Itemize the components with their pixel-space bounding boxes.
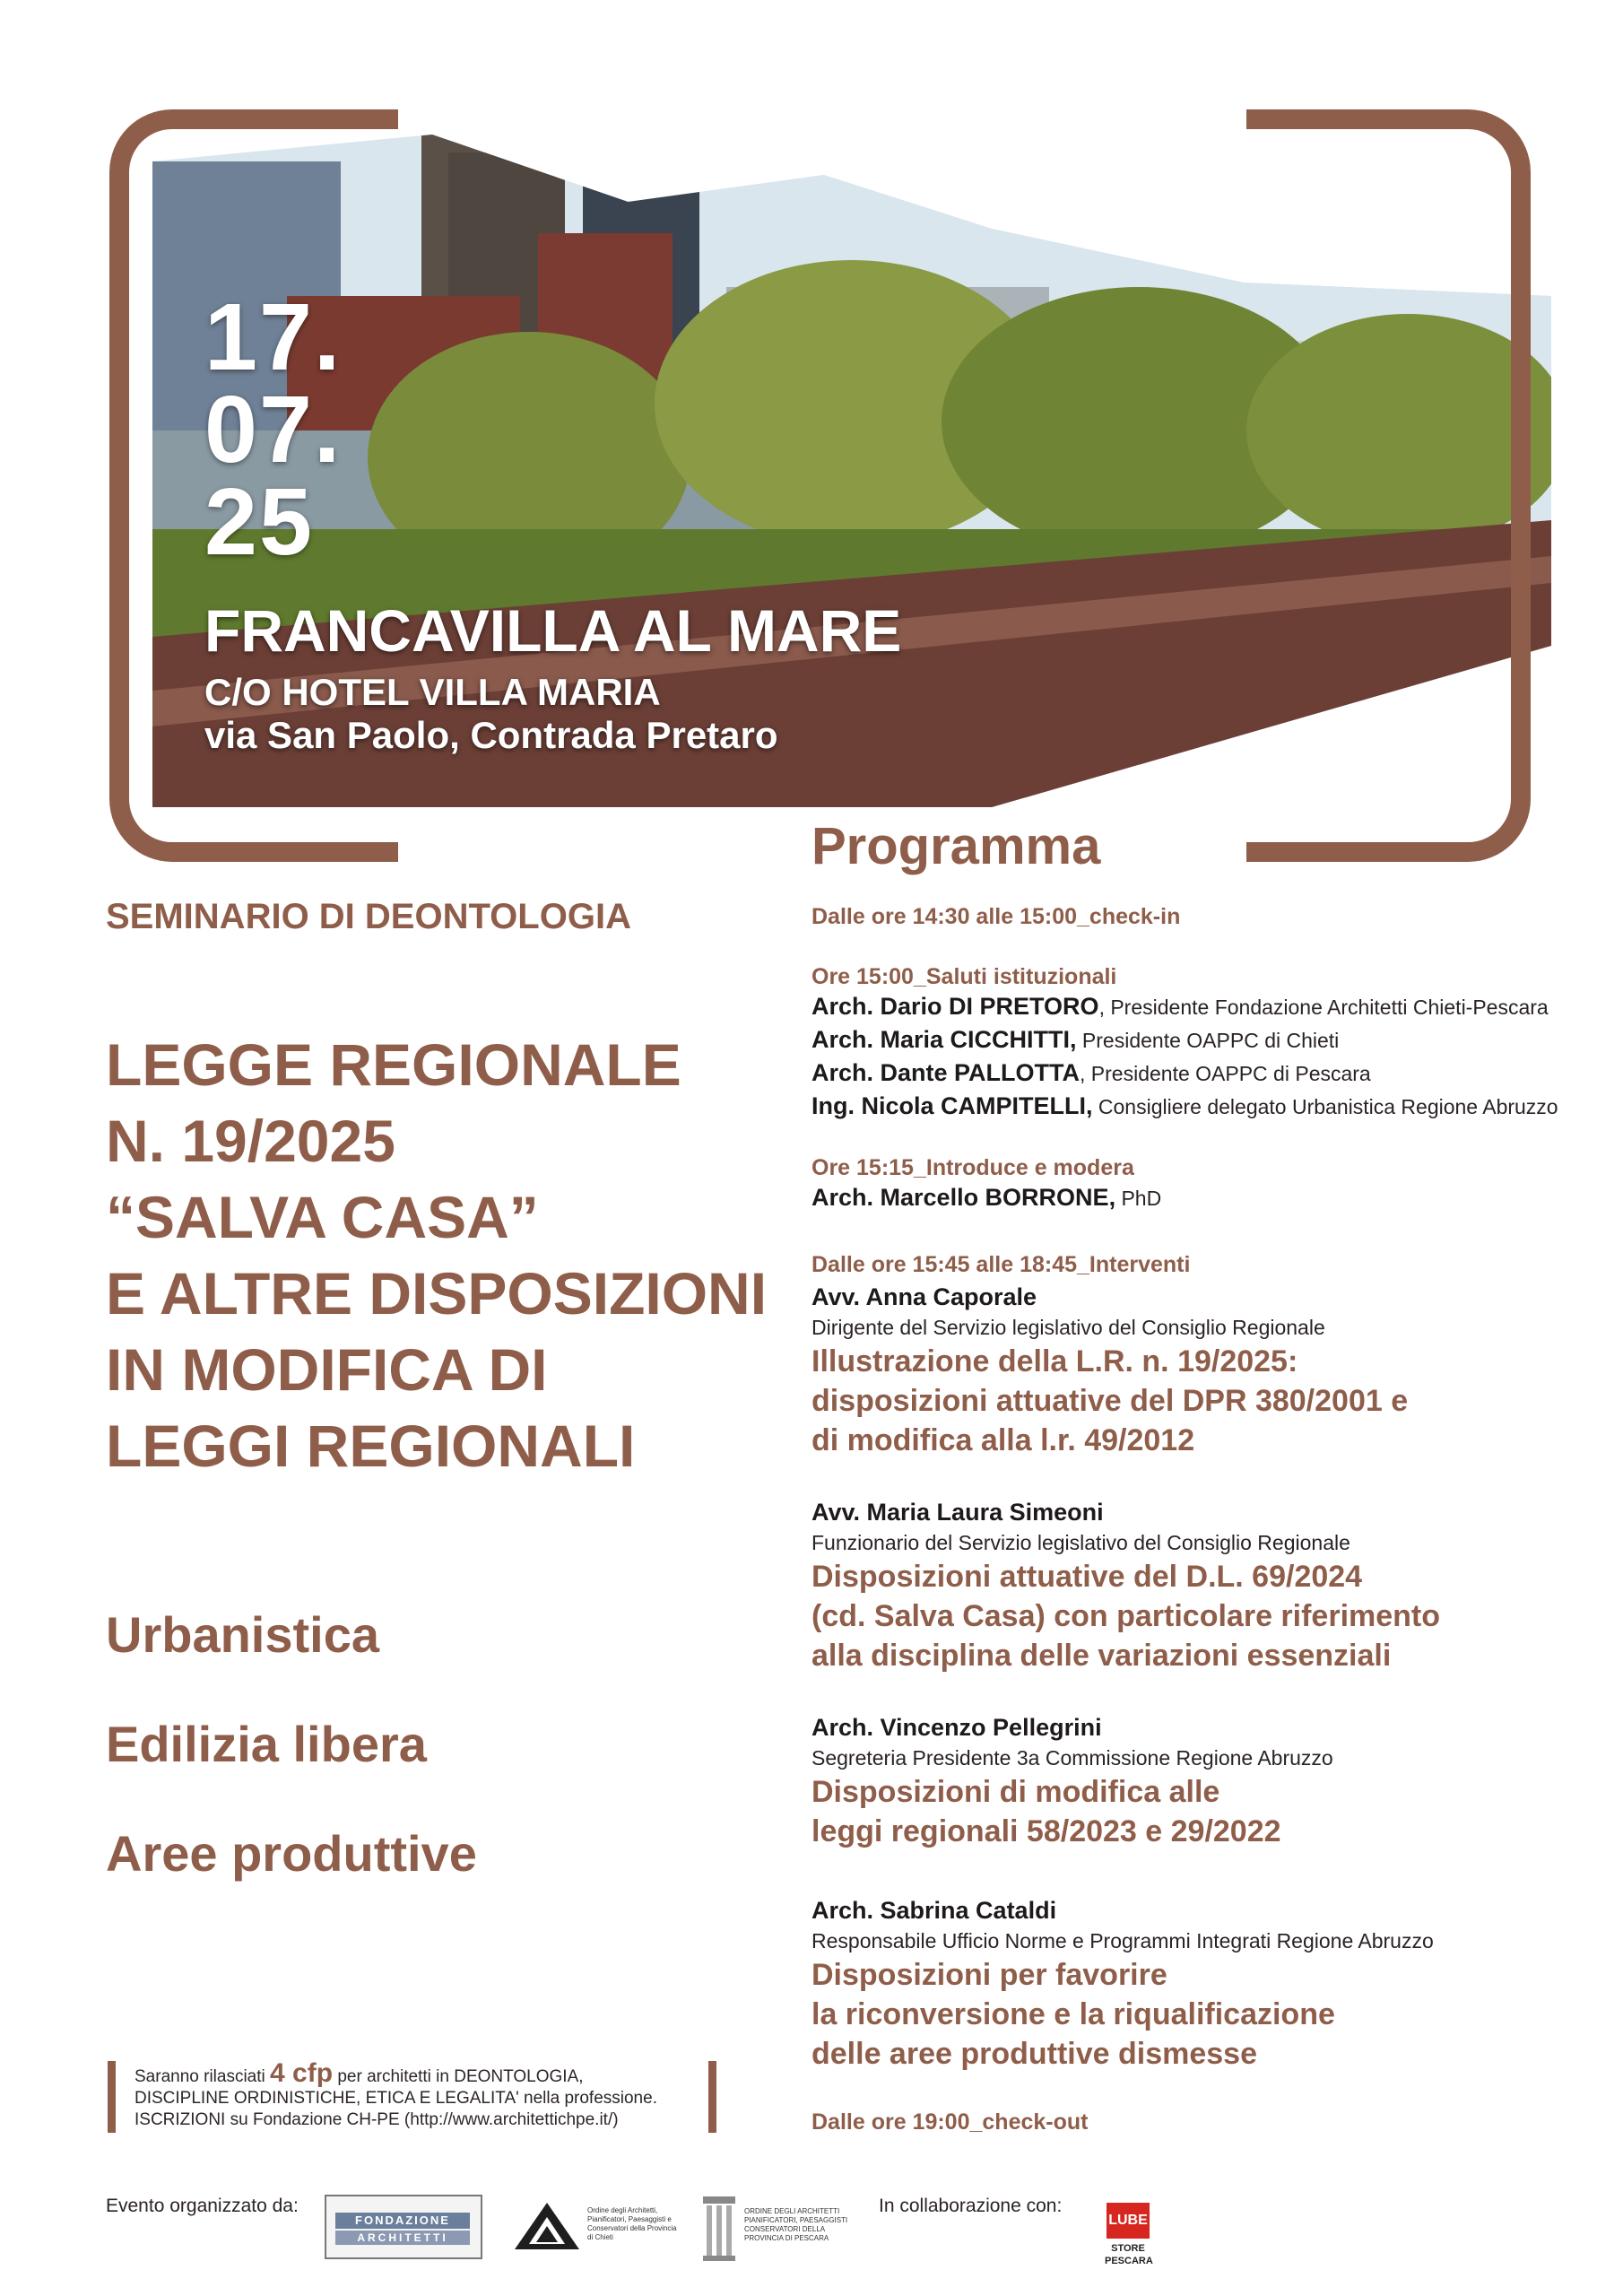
speaker-role: , Presidente Fondazione Architetti Chieti-Pescara [1098,996,1549,1019]
speaker-role: Consigliere delegato Urbanistica Regione Abruzzo [1092,1095,1558,1118]
talk-title-line: Illustrazione della L.R. n. 19/2025: [812,1344,1298,1378]
logo-text: ORDINE DEGLI ARCHITETTI PIANIFICATORI, PAESAGGISTI CONSERVATORI DELLA PROVINCIA DI PESCARA [744,2207,848,2242]
moderator-block [812,1155,1601,1214]
speaker-role: Responsabile Ufficio Norme e Programmi Integrati Regione Abruzzo [812,1929,1434,1952]
event-venue: C/O HOTEL VILLA MARIA [204,671,661,713]
talk-title-line: (cd. Salva Casa) con particolare riferimento [812,1599,1441,1633]
talk-item [812,1711,1601,1851]
headline-line: E ALTRE DISPOSIZIONI [106,1260,768,1326]
speaker-name: Arch. Marcello BORRONE, [812,1184,1116,1211]
ordine-pescara-logo [699,2193,861,2265]
talk-item [812,1496,1601,1675]
organized-by-label: Evento organizzato da: [106,2196,299,2216]
headline-line: IN MODIFICA DI [106,1336,548,1403]
greeting-speaker [812,1090,1601,1123]
triangle-emblem-icon [511,2199,583,2253]
date-day: 17. [204,284,343,390]
headline-line: LEGGI REGIONALI [106,1413,636,1479]
headline-line: “SALVA CASA” [106,1184,539,1250]
credits-note [135,2058,708,2131]
greeting-speaker [812,990,1601,1023]
checkout-time: Dalle ore 19:00_check-out [812,2109,1089,2135]
logo-subtext: PESCARA [1105,2256,1153,2266]
program-title: Programma [812,817,1101,875]
event-address: via San Paolo, Contrada Pretaro [204,714,778,756]
speaker-role: Dirigente del Servizio legislativo del Consiglio Regionale [812,1316,1325,1339]
speaker-role: PhD [1115,1187,1162,1210]
event-city: FRANCAVILLA AL MARE [204,597,902,664]
collaboration-label: In collaborazione con: [879,2196,1063,2216]
speaker-name: Avv. Maria Laura Simeoni [812,1499,1104,1526]
logo-subtext: STORE [1111,2243,1145,2254]
logo-text: FONDAZIONE [335,2213,470,2229]
talk-title-line: disposizioni attuative del DPR 380/2001 e [812,1384,1409,1418]
speaker-name: Avv. Anna Caporale [812,1283,1037,1310]
registration-link-text[interactable]: ISCRIZIONI su Fondazione CH-PE (http://www.architettichpe.it/) [135,2110,619,2129]
speaker-role: , Presidente OAPPC di Pescara [1080,1062,1371,1085]
topic-aree-produttive: Aree produttive [106,1825,477,1882]
logo-text: Ordine degli Architetti, Pianificatori, Paesaggisti e Conservatori della Provincia di Chieti [587,2206,677,2241]
logo-text [1105,2242,1151,2267]
credits-text: DISCIPLINE ORDINISTICHE, ETICA E LEGALITA' nella professione. [135,2089,657,2108]
headline-line: LEGGE REGIONALE [106,1031,681,1098]
talk-title-line: delle aree produttive dismesse [812,2037,1257,2071]
credits-text: per architetti in DEONTOLOGIA, [333,2067,584,2086]
talks-time: Dalle ore 15:45 alle 18:45_Interventi [812,1252,1191,1277]
speaker-name: Arch. Dante PALLOTTA [812,1059,1081,1086]
fondazione-architetti-logo [325,2195,482,2259]
greetings-block [812,964,1601,1123]
cfp-count: 4 cfp [270,2058,334,2088]
logo-text: ARCHITETTI [335,2231,470,2245]
speaker-role: Presidente OAPPC di Chieti [1076,1029,1340,1052]
checkin-time: Dalle ore 14:30 alle 15:00_check-in [812,904,1181,929]
credits-bar-left [108,2061,116,2133]
talk-title-line: leggi regionali 58/2023 e 29/2022 [812,1814,1281,1848]
talk-item [812,1894,1601,2074]
talk-title-line: la riconversione e la riqualificazione [812,1997,1335,2031]
greetings-time: Ore 15:00_Saluti istituzionali [812,964,1117,989]
date-month: 07. [204,377,343,483]
speaker-name: Arch. Maria CICCHITTI, [812,1026,1077,1053]
speaker-role: Segreteria Presidente 3a Commissione Regione Abruzzo [812,1746,1333,1770]
event-date [204,284,343,575]
greeting-speaker [812,1023,1601,1057]
greeting-speaker [812,1057,1601,1090]
logo-text: LUBE [1107,2203,1150,2239]
topic-urbanistica: Urbanistica [106,1606,379,1663]
talk-item [812,1281,1601,1460]
moderator-time: Ore 15:15_Introduce e modera [812,1155,1134,1180]
talk-title-line: Disposizioni di modifica alle [812,1775,1220,1809]
speaker-name: Arch. Sabrina Cataldi [812,1897,1057,1924]
speaker-name: Arch. Dario DI PRETORO [812,993,1099,1020]
talk-title-line: Disposizioni per favorire [812,1958,1167,1992]
ordine-chieti-logo [511,2199,677,2253]
talk-title-line: alla disciplina delle variazioni essenziali [812,1639,1392,1673]
speaker-role: Funzionario del Servizio legislativo del Consiglio Regionale [812,1531,1350,1554]
talk-title-line: Disposizioni attuative del D.L. 69/2024 [812,1560,1363,1594]
speaker-name: Arch. Vincenzo Pellegrini [812,1714,1102,1741]
credits-bar-right [708,2061,716,2133]
date-year: 25 [204,469,314,575]
speaker-name: Ing. Nicola CAMPITELLI, [812,1092,1093,1119]
frame-bracket-right [1246,109,1531,862]
moderator-speaker [812,1181,1601,1214]
main-headline [106,1027,787,1484]
seminar-label: SEMINARIO DI DEONTOLOGIA [106,897,631,936]
column-emblem-icon [699,2193,739,2265]
lube-store-logo [1105,2199,1151,2280]
credits-text: Saranno rilasciati [135,2067,271,2086]
topic-edilizia-libera: Edilizia libera [106,1716,427,1772]
headline-line: N. 19/2025 [106,1108,395,1174]
talk-title-line: di modifica alla l.r. 49/2012 [812,1423,1195,1457]
